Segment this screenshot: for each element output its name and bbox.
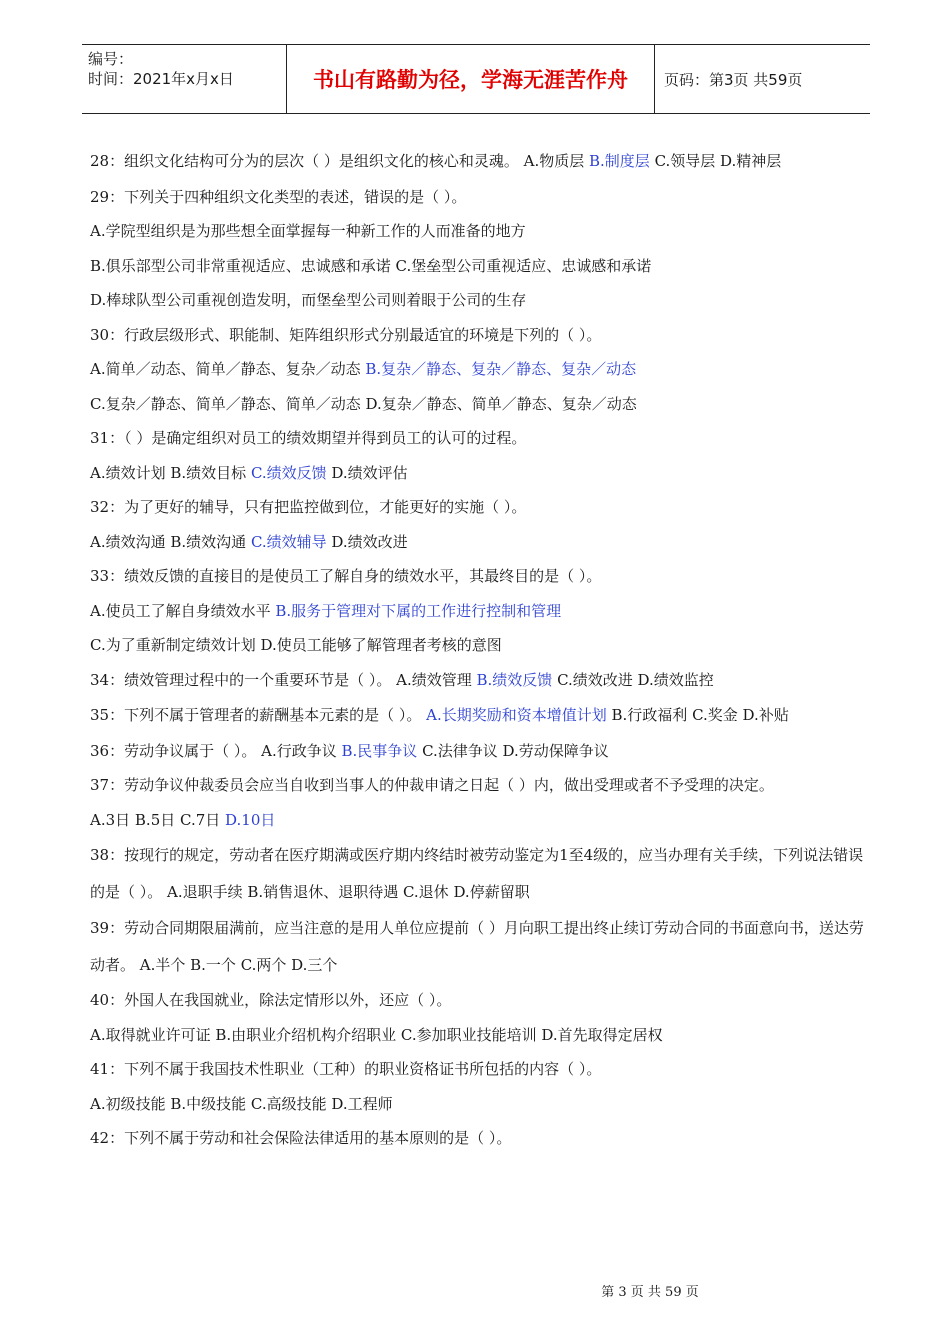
- question-text: 39：劳动合同期限届满前，应当注意的是用人单位应提前（ ）月向职工提出终止续订劳动合同的书面意向书，送达劳动者。 A.半个 B.一个 C.两个 D.三个: [90, 919, 864, 974]
- page-header: [82, 44, 870, 114]
- question-line: [90, 283, 865, 318]
- answer-highlight: B.制度层: [589, 152, 650, 170]
- question-line: [90, 594, 865, 629]
- question-line: [90, 143, 865, 180]
- question-line: [90, 421, 865, 456]
- question-line: [90, 318, 865, 353]
- number-label: 编号：: [88, 50, 134, 68]
- question-line: [90, 1121, 865, 1156]
- question-line: [90, 456, 865, 491]
- question-text: 30：行政层级形式、职能制、矩阵组织形式分别最适宜的环境是下列的（ ）。: [90, 325, 602, 344]
- footer-page-number: 第 3 页 共 59 页: [601, 1285, 699, 1300]
- question-line: [90, 837, 865, 910]
- header-meta: [88, 49, 284, 109]
- header-page-info: 页码：第3页 共59页: [664, 70, 803, 89]
- question-line: [90, 1052, 865, 1087]
- question-line: [90, 983, 865, 1018]
- question-line: [90, 803, 865, 838]
- header-motto: 书山有路勤为径，学海无涯苦作舟: [313, 68, 628, 92]
- question-text: A.使员工了解自身绩效水平: [90, 601, 276, 620]
- question-text: B.俱乐部型公司非常重视适应、忠诚感和承诺 C.堡垒型公司重视适应、忠诚感和承诺: [90, 256, 652, 275]
- question-line: [90, 490, 865, 525]
- question-text: 40：外国人在我国就业，除法定情形以外，还应（ ）。: [90, 991, 452, 1009]
- question-line: [90, 525, 865, 560]
- question-text: D.绩效评估: [326, 463, 408, 482]
- question-text: C.法律争议 D.劳动保障争议: [417, 741, 609, 760]
- question-text: 28：组织文化结构可分为的层次（ ）是组织文化的核心和灵魂。 A.物质层: [90, 152, 589, 170]
- question-text: A.初级技能 B.中级技能 C.高级技能 D.工程师: [90, 1094, 393, 1113]
- question-text: 34：绩效管理过程中的一个重要环节是（ ）。 A.绩效管理: [90, 670, 477, 689]
- answer-highlight: B.民事争议: [341, 741, 418, 760]
- question-text: A.绩效计划 B.绩效目标: [90, 463, 251, 482]
- question-text: 32：为了更好的辅导，只有把监控做到位，才能更好的实施（ ）。: [90, 498, 527, 516]
- page-footer: [0, 1281, 950, 1300]
- question-text: 42：下列不属于劳动和社会保险法律适用的基本原则的是（ ）。: [90, 1129, 512, 1147]
- question-line: [90, 910, 865, 983]
- question-line: [90, 180, 865, 215]
- question-line: [90, 697, 865, 734]
- question-text: A.学院型组织是为那些想全面掌握每一种新工作的人而准备的地方: [90, 222, 526, 240]
- question-text: D.绩效改进: [326, 532, 408, 551]
- question-line: [90, 768, 865, 803]
- question-line: [90, 352, 865, 387]
- question-text: 35：下列不属于管理者的薪酬基本元素的是（ ）。: [90, 706, 427, 724]
- answer-highlight: D.10日: [225, 810, 276, 829]
- question-text: 33：绩效反馈的直接目的是使员工了解自身的绩效水平，其最终目的是（ ）。: [90, 567, 602, 585]
- question-line: [90, 628, 865, 663]
- answer-highlight: C.绩效辅导: [250, 532, 327, 551]
- question-line: [90, 559, 865, 594]
- answer-highlight: C.绩效反馈: [250, 463, 327, 482]
- question-text: 31：（ ）是确定组织对员工的绩效期望并得到员工的认可的过程。: [90, 429, 527, 447]
- question-line: [90, 214, 865, 249]
- question-text: A.3日 B.5日 C.7日: [90, 810, 226, 829]
- question-text: 36：劳动争议属于（ ）。 A.行政争议: [90, 741, 342, 760]
- question-text: C.为了重新制定绩效计划 D.使员工能够了解管理者考核的意图: [90, 636, 502, 654]
- question-text: 38：按现行的规定，劳动者在医疗期满或医疗期内终结时被劳动鉴定为1至4级的，应当办理有关手续，下列说法错误的是（ ）。 A.退职手续 B.销售退休、退职待遇 C.退休 D.停薪留职: [90, 846, 864, 901]
- question-line: [90, 1087, 865, 1122]
- question-text: 29：下列关于四种组织文化类型的表述，错误的是（ ）。: [90, 187, 467, 206]
- answer-highlight: B.服务于管理对下属的工作进行控制和管理: [275, 601, 562, 620]
- header-divider: [654, 45, 655, 113]
- answer-highlight: B.复杂／静态、复杂／静态、复杂／动态: [365, 360, 637, 378]
- question-text: A.简单／动态、简单／静态、复杂／动态: [90, 360, 366, 378]
- question-list: [90, 143, 865, 1156]
- question-text: C.绩效改进 D.绩效监控: [552, 670, 714, 689]
- question-line: [90, 663, 865, 698]
- time-label: 时间：2021年x月x日: [88, 70, 234, 88]
- question-text: B.行政福利 C.奖金 D.补贴: [606, 706, 789, 724]
- question-text: 37：劳动争议仲裁委员会应当自收到当事人的仲裁申请之日起（ ）内，做出受理或者不予受理的决定。: [90, 776, 774, 794]
- question-text: D.棒球队型公司重视创造发明，而堡垒型公司则着眼于公司的生存: [90, 291, 527, 309]
- question-line: [90, 387, 865, 422]
- question-line: [90, 1018, 865, 1053]
- question-line: [90, 734, 865, 769]
- question-text: C.复杂／静态、简单／静态、简单／动态 D.复杂／静态、简单／静态、复杂／动态: [90, 394, 637, 413]
- question-text: 41：下列不属于我国技术性职业（工种）的职业资格证书所包括的内容（ ）。: [90, 1060, 602, 1078]
- answer-highlight: A.长期奖励和资本增值计划: [426, 706, 607, 724]
- question-text: A.取得就业许可证 B.由职业介绍机构介绍职业 C.参加职业技能培训 D.首先取得定居权: [90, 1025, 663, 1044]
- question-line: [90, 249, 865, 284]
- question-text: C.领导层 D.精神层: [649, 152, 782, 170]
- question-text: A.绩效沟通 B.绩效沟通: [90, 532, 251, 551]
- answer-highlight: B.绩效反馈: [476, 670, 553, 689]
